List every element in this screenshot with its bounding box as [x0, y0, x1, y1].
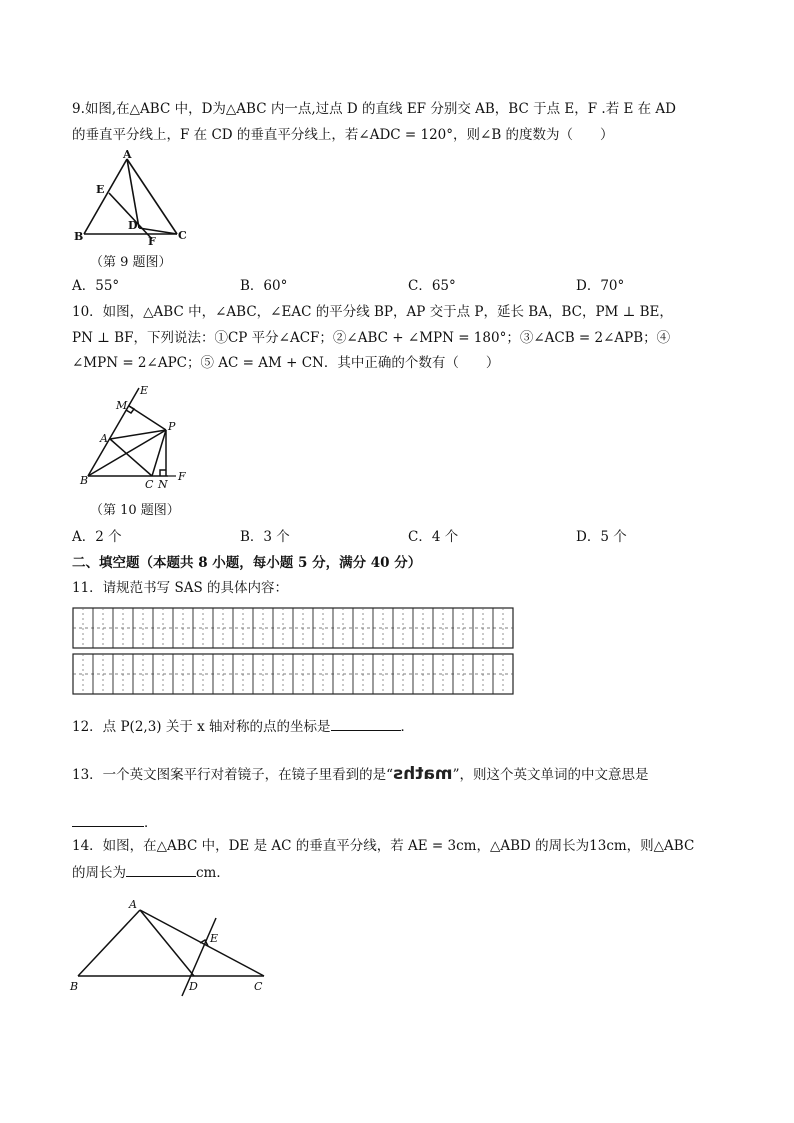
- q9-label-f: F: [148, 235, 156, 248]
- q12-text-before: 12．点 P(2,3) 关于 x 轴对称的点的坐标是: [72, 719, 331, 735]
- section2-heading: 二、填空题（本题共 8 小题，每小题 5 分，满分 40 分）: [72, 555, 422, 571]
- q10-label-e: E: [140, 384, 149, 397]
- q11-writing-grid[interactable]: [72, 607, 514, 695]
- q9-option-d: D．70°: [576, 278, 625, 294]
- q13-text-before: 13．一个英文图案平行对着镜子，在镜子里看到的是“: [72, 767, 394, 783]
- q10-label-f: F: [178, 470, 186, 483]
- q9-option-c: C．65°: [408, 278, 456, 294]
- q10-label-a: A: [100, 432, 108, 445]
- q10-option-d: D．5 个: [576, 529, 627, 545]
- writing-grid-row[interactable]: [73, 654, 513, 694]
- q9-label-a: A: [123, 148, 132, 161]
- q13-text-end: ．: [144, 815, 158, 831]
- q14-text-after: cm．: [196, 865, 230, 881]
- q13-text: [72, 764, 649, 785]
- q9-label-e: E: [96, 183, 105, 196]
- q10-figure-caption: （第 10 题图）: [90, 503, 180, 518]
- q13-text-after: ”，则这个英文单词的中文意思是: [452, 767, 649, 783]
- writing-grid-row[interactable]: [73, 608, 513, 648]
- q9-label-c: C: [178, 229, 187, 242]
- q14-label-d: D: [189, 980, 198, 993]
- q9-text-line2: 的垂直平分线上，F 在 CD 的垂直平分线上，若∠ADC = 120°，则∠B 的度数为（ ）: [72, 127, 614, 143]
- q12-answer-blank[interactable]: [331, 716, 401, 731]
- q13-answer-line: [72, 812, 158, 833]
- q10-option-a: A．2 个: [72, 529, 122, 545]
- q10-text-line3: ∠MPN = 2∠APC；⑤ AC = AM + CN．其中正确的个数有（ ）: [72, 355, 500, 371]
- q12-text: [72, 716, 414, 737]
- q14-label-b: B: [70, 980, 79, 993]
- q9-option-a: A．55°: [72, 278, 120, 294]
- q12-text-after: ．: [400, 719, 415, 735]
- q14-text-line1: 14．如图，在△ABC 中，DE 是 AC 的垂直平分线，若 AE = 3cm，△ABD 的周长为13cm，则△ABC: [72, 838, 695, 854]
- q14-text-before: 的周长为: [72, 865, 126, 881]
- q14-label-a: A: [129, 898, 137, 911]
- q9-figure: [72, 146, 202, 250]
- q14-label-e: E: [210, 932, 219, 945]
- q11-text: 11．请规范书写 SAS 的具体内容：: [72, 580, 289, 596]
- q9-text-line1: 9.如图,在△ABC 中，D为△ABC 内一点,过点 D 的直线 EF 分别交 AB，BC 于点 E，F .若 E 在 AD: [72, 101, 676, 117]
- q10-label-p: P: [168, 420, 176, 433]
- q13-mirrored-word: maths: [393, 764, 453, 784]
- q10-text-line2: PN ⊥ BF，下列说法：①CP 平分∠ACF；②∠ABC + ∠MPN = 180°；③∠ACB = 2∠APB；④: [72, 330, 671, 346]
- q10-label-m: M: [116, 399, 128, 412]
- q14-label-c: C: [254, 980, 263, 993]
- q9-figure-caption: （第 9 题图）: [90, 255, 172, 270]
- q13-answer-blank[interactable]: [72, 812, 144, 827]
- q9-label-b: B: [74, 230, 84, 243]
- q10-option-c: C．4 个: [408, 529, 459, 545]
- q14-figure: [68, 892, 278, 1002]
- q10-figure: [76, 380, 206, 492]
- q9-option-b: B．60°: [240, 278, 288, 294]
- q9-label-d: D: [128, 219, 138, 232]
- q10-label-n: N: [158, 478, 168, 491]
- q10-label-b: B: [80, 474, 89, 487]
- q10-option-b: B．3 个: [240, 529, 290, 545]
- q10-label-c: C: [145, 478, 154, 491]
- q10-text-line1: 10．如图，△ABC 中，∠ABC，∠EAC 的平分线 BP，AP 交于点 P，延长 BA，BC，PM ⊥ BE，: [72, 304, 673, 320]
- q14-text-line2: [72, 862, 230, 883]
- q14-answer-blank[interactable]: [126, 862, 196, 877]
